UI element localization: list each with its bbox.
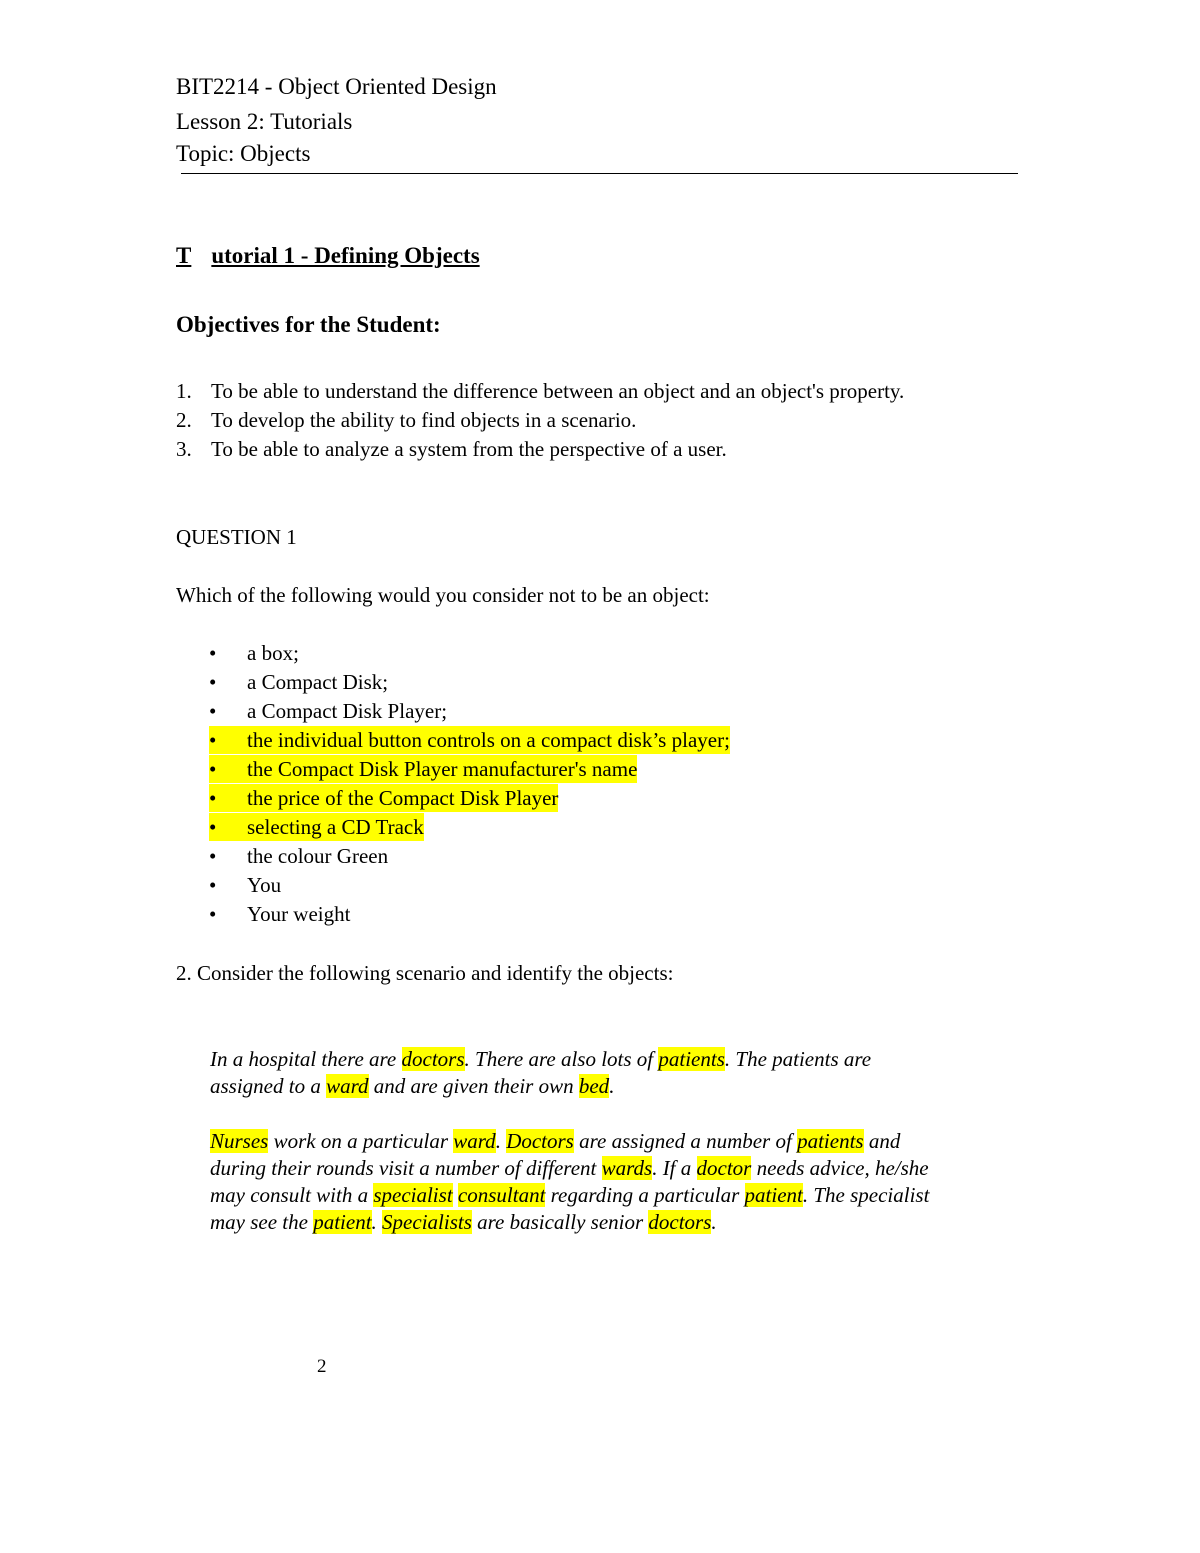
scenario-text: and are given their own: [368, 1074, 579, 1098]
bullet-icon: •: [209, 699, 217, 723]
bullet-icon: •: [209, 786, 217, 810]
scenario-paragraph-1: [210, 1046, 1040, 1100]
list-item-highlighted: [209, 755, 637, 783]
bullet-icon: •: [209, 728, 217, 752]
objective-item: [176, 437, 727, 462]
scenario-line: [210, 1128, 1040, 1155]
highlighted-object: wards: [601, 1156, 653, 1180]
question-1-label: QUESTION 1: [176, 525, 297, 549]
question-1-prompt: Which of the following would you consider not to be an object:: [176, 583, 710, 607]
list-item-text: selecting a CD Track: [247, 815, 424, 839]
lesson-title: Lesson 2: Tutorials: [176, 109, 353, 134]
list-item-text: a Compact Disk;: [247, 670, 389, 694]
header-rule: [181, 173, 1018, 174]
bullet-icon: •: [209, 757, 217, 781]
list-item: [209, 639, 299, 667]
objectives-heading: Objectives for the Student:: [176, 312, 441, 337]
scenario-line: [210, 1182, 1040, 1209]
bullet-icon: •: [209, 873, 217, 897]
bullet-icon: •: [209, 641, 217, 665]
page-number: 2: [317, 1356, 327, 1377]
scenario-text: . The specialist: [802, 1183, 930, 1207]
scenario-text: .: [495, 1129, 507, 1153]
highlighted-object: Doctors: [506, 1129, 574, 1153]
question-2-prompt: 2. Consider the following scenario and identify the objects:: [176, 961, 674, 985]
highlighted-object: Nurses: [210, 1129, 269, 1153]
objective-text: To develop the ability to find objects in a scenario.: [211, 408, 637, 432]
scenario-text: are assigned a number of: [573, 1129, 798, 1153]
scenario-text: In a hospital there are: [210, 1047, 402, 1071]
list-item-text: a box;: [247, 641, 299, 665]
highlighted-object: ward: [453, 1129, 496, 1153]
highlighted-object: bed: [578, 1074, 610, 1098]
scenario-line: [210, 1046, 1040, 1073]
highlighted-object: patient: [744, 1183, 803, 1207]
scenario-text: work on a particular: [268, 1129, 454, 1153]
list-item-highlighted: [209, 784, 558, 812]
objective-text: To be able to analyze a system from the perspective of a user.: [211, 437, 727, 461]
scenario-text: during their rounds visit a number of different: [210, 1156, 602, 1180]
objective-text: To be able to understand the difference between an object and an object's property.: [211, 379, 905, 403]
scenario-text: . There are also lots of: [464, 1047, 659, 1071]
scenario-line: [210, 1073, 1040, 1100]
list-item-highlighted: [209, 813, 424, 841]
highlighted-object: doctors: [648, 1210, 712, 1234]
scenario-text: .: [371, 1210, 383, 1234]
course-title: BIT2214 - Object Oriented Design: [176, 74, 497, 99]
list-item: [209, 697, 447, 725]
list-item-text: the individual button controls on a compact disk’s player;: [247, 728, 730, 752]
highlighted-object: doctor: [696, 1156, 752, 1180]
scenario-text: regarding a particular: [545, 1183, 745, 1207]
objective-number: 1.: [176, 379, 192, 403]
scenario-line: [210, 1209, 1040, 1236]
list-item-text: the Compact Disk Player manufacturer's name: [247, 757, 638, 781]
scenario-text: may consult with a: [210, 1183, 374, 1207]
objective-item: [176, 379, 904, 404]
scenario-text: may see the: [210, 1210, 314, 1234]
objective-number: 2.: [176, 408, 192, 432]
tutorial-title-initial: T: [176, 243, 192, 268]
bullet-icon: •: [209, 902, 217, 926]
scenario-text: and: [863, 1129, 901, 1153]
scenario-text: . The patients are: [724, 1047, 872, 1071]
objective-item: [176, 408, 636, 433]
scenario-paragraph-2: [210, 1128, 1040, 1236]
bullet-icon: •: [209, 844, 217, 868]
highlighted-object: patient: [313, 1210, 372, 1234]
highlighted-object: patients: [797, 1129, 864, 1153]
highlighted-object: ward: [326, 1074, 369, 1098]
objective-number: 3.: [176, 437, 192, 461]
list-item-text: You: [247, 873, 282, 897]
scenario-text: assigned to a: [210, 1074, 327, 1098]
list-item-text: the colour Green: [247, 844, 389, 868]
scenario-line: [210, 1155, 1040, 1182]
list-item: [209, 842, 388, 870]
scenario-text: .: [711, 1210, 717, 1234]
bullet-icon: •: [209, 815, 217, 839]
topic-title: Topic: Objects: [176, 141, 311, 166]
tutorial-title-rest: utorial 1 - Defining Objects: [211, 243, 480, 268]
scenario-text: needs advice, he/she: [751, 1156, 929, 1180]
list-item-text: the price of the Compact Disk Player: [247, 786, 559, 810]
bullet-icon: •: [209, 670, 217, 694]
tutorial-title: [176, 243, 480, 269]
highlighted-object: consultant: [457, 1183, 546, 1207]
list-item-text: a Compact Disk Player;: [247, 699, 448, 723]
list-item-highlighted: [209, 726, 730, 754]
scenario-text: . If a: [652, 1156, 697, 1180]
highlighted-object: doctors: [401, 1047, 465, 1071]
list-item: [209, 900, 350, 928]
highlighted-object: patients: [658, 1047, 725, 1071]
highlighted-object: Specialists: [382, 1210, 472, 1234]
list-item-text: Your weight: [247, 902, 351, 926]
list-item: [209, 871, 281, 899]
scenario-text: are basically senior: [471, 1210, 649, 1234]
scenario-text: .: [609, 1074, 615, 1098]
list-item: [209, 668, 388, 696]
highlighted-object: specialist: [373, 1183, 453, 1207]
